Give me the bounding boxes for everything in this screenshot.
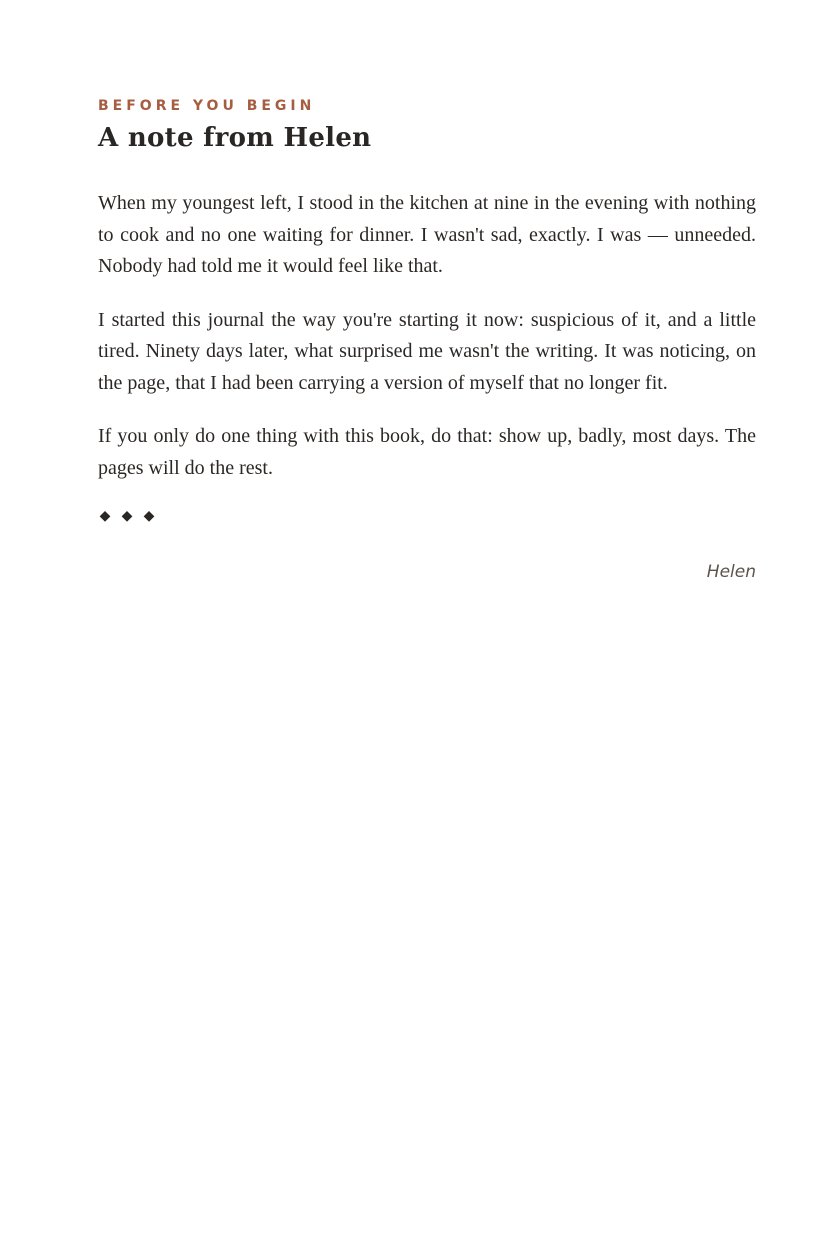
page-title: A note from Helen: [98, 123, 372, 153]
section-eyebrow: BEFORE YOU BEGIN: [98, 98, 316, 114]
author-signature: Helen: [706, 562, 756, 582]
diamond-divider-icon: [98, 506, 756, 526]
diamond-icon: ◆: [121, 508, 133, 524]
note-paragraph-2: I started this journal the way you're starting it now: suspicious of it, and a little tired. Ninety days later, what surprised me wasn't the writing. It was noticing, on the page, that I had been carrying a version of myself that no longer fit.: [98, 308, 756, 394]
note-paragraph-3: If you only do one thing with this book, do that: show up, badly, most days. The pages will do the rest.: [98, 425, 756, 479]
note-paragraph-1: When my youngest left, I stood in the kitchen at nine in the evening with nothing to cook and no one waiting for dinner. I wasn't sad, exactly. I was — unneeded. Nobody had told me it would feel like that.: [98, 192, 756, 277]
note-body: [98, 188, 756, 484]
diamond-icon: ◆: [143, 508, 155, 524]
diamond-icon: ◆: [99, 508, 111, 524]
